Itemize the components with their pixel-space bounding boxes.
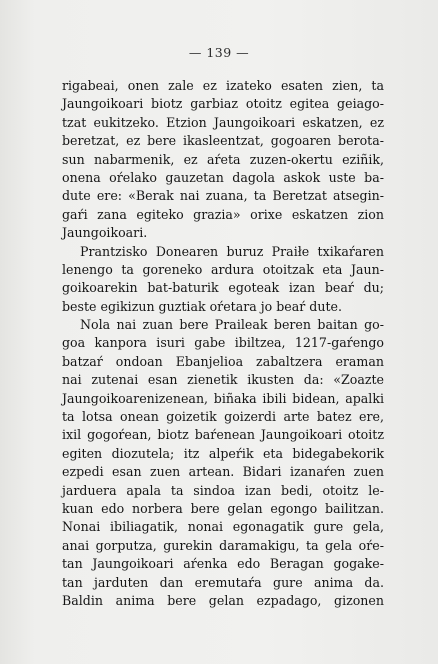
text-line: tan Jaungoikoari aŕenka edo Beragan gogake- [62, 556, 384, 572]
text-line: rigabeai, onen zale ez izateko esaten zien, ta [62, 78, 384, 93]
text-line: tan jarduten dan eremutaŕa gure anima da. [62, 574, 384, 590]
text-line: ixil gogoŕean, biotz baŕenean Jaungoikoari otoitz [62, 427, 384, 443]
text-line: kuan edo norbera bere gelan egongo bailitzan. [62, 500, 384, 516]
text-line: Prantzisko Donearen buruz Praiłe txikaŕaren [80, 243, 384, 259]
text-line: ezpedi esan zuen artean. Bidari izanaŕen zuen [62, 464, 384, 480]
text-line: Baldin anima bere gelan ezpadago, gizonen [62, 592, 384, 608]
text-line: Jaungoikoari. [62, 225, 148, 241]
text-line: Jaungoikoari biotz garbiaz otoitz egitea geiago- [62, 96, 384, 112]
text-line: onena oŕelako gauzetan dagola askok uste ba- [62, 169, 384, 185]
text-line: dute ere: «Berak nai zuana, ta Beretzat atsegin- [62, 188, 384, 204]
text-line: jarduera apala ta sindoa izan bedi, otoitz le- [62, 482, 384, 498]
text-line: batzaŕ ondoan Ebanjelioa zabaltzera eraman [62, 353, 384, 369]
text-line: nai zutenai esan zienetik ikusten da: «Zoazte [62, 372, 384, 388]
text-line: goikoarekin bat-baturik egoteak izan beaŕ du; [62, 280, 384, 296]
page-number: — 139 — [188, 45, 250, 60]
text-line: beste egikizun guztiak oŕetara jo beaŕ dute. [62, 298, 342, 314]
text-line: ta lotsa onean goizetik goizerdi arte batez ere, [62, 409, 384, 425]
text-line: egiten diozutela; itz alpeŕik eta bidegabekorik [62, 445, 384, 461]
text-line: sun nabarmenik, ez aŕeta zuzen-okertu eziñik, [62, 151, 384, 167]
text-line: anai gorputza, gurekin daramakigu, ta gela oŕe- [62, 537, 384, 553]
text-line: beretzat, ez bere ikasleentzat, gogoaren berota- [62, 133, 384, 149]
text-line: tzat eukitzeko. Etzion Jaungoikoari eskatzen, ez [62, 114, 384, 130]
text-line: Nonai ibiliagatik, nonai egonagatik gure gela, [62, 519, 384, 535]
text-line: gaŕi zana egiteko grazia» orixe eskatzen zion [62, 206, 384, 222]
text-line: lenengo ta goreneko ardura otoitzak eta Jaun- [62, 261, 384, 277]
text-line: goa kanpora isuri gabe ibiltzea, 1217-gaŕengo [62, 335, 384, 351]
text-line: Nola nai zuan bere Praileak beren baitan go- [80, 317, 384, 333]
body-text [62, 77, 384, 610]
text-line: Jaungoikoarenizenean, biñaka ibili bidean, apalki [62, 390, 384, 406]
